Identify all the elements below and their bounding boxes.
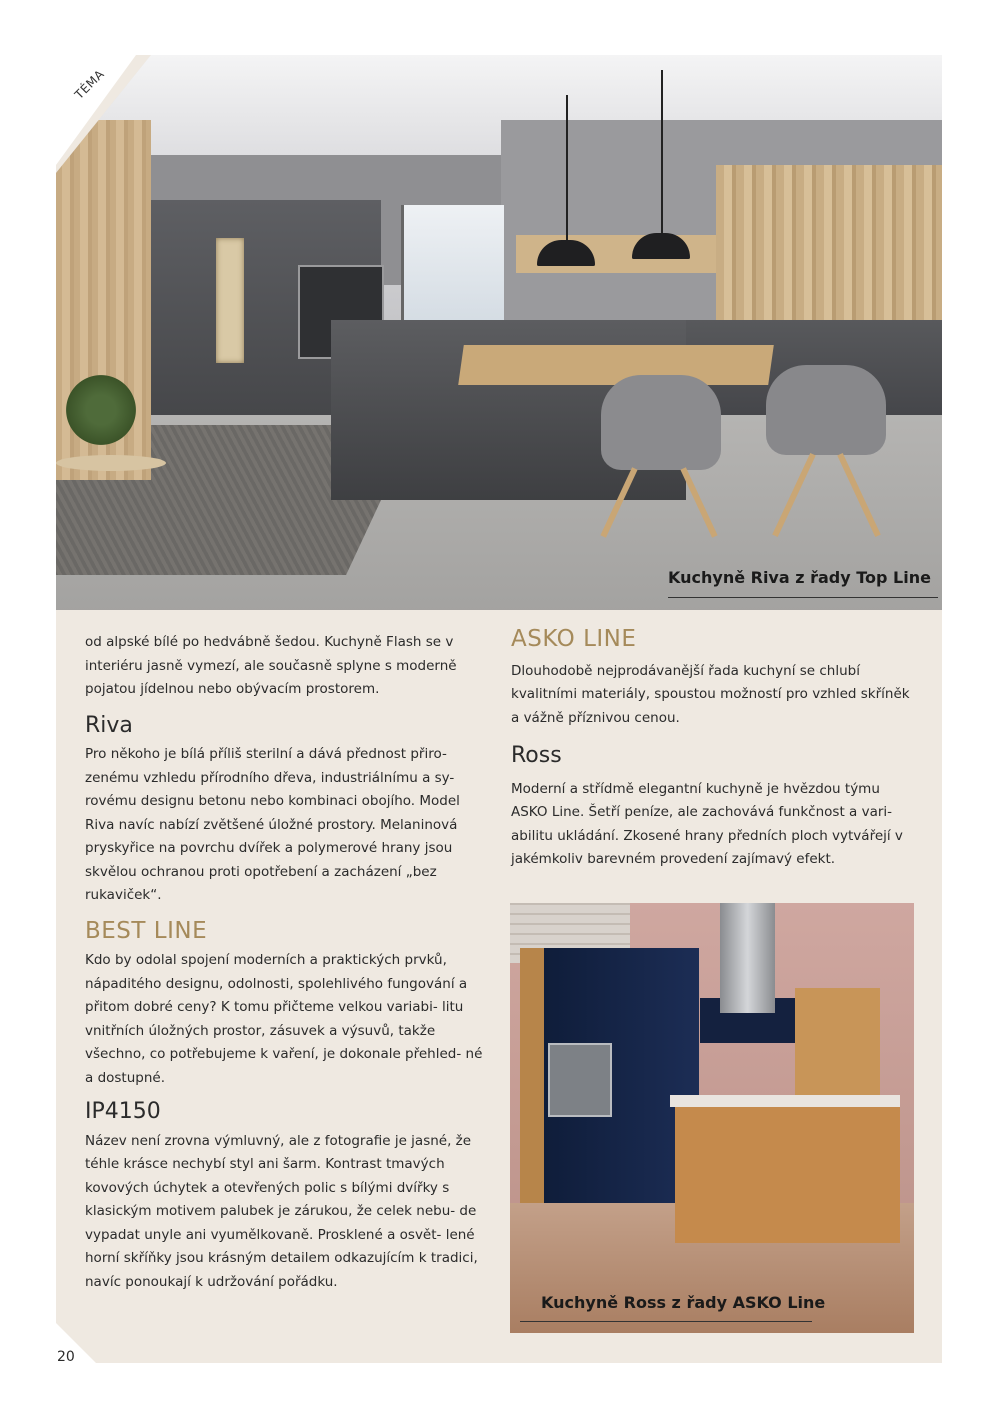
riva-paragraph: Pro někoho je bílá příliš sterilní a dává přednost přiro- zenému vzhledu přírodního dřeva, industriálnímu a sy- rovému designu betonu nebo kombinaci obojího. Model Riva navíc nabízí zvětšené úložné prostory. Melaninová pryskyřice na povrchu dvířek a polymerové hrany jsou skvělou ochranou proti opotřebení a zacházení „bez rukaviček“. xyxy=(85,746,460,903)
right-column xyxy=(511,628,916,872)
hero-caption-underline xyxy=(668,597,938,598)
ross-caption-underline xyxy=(520,1321,812,1322)
ip4150-heading: IP4150 xyxy=(85,1099,161,1124)
ross-photo-caption: Kuchyně Ross z řady ASKO Line xyxy=(541,1293,826,1312)
best-line-paragraph: Kdo by odolal spojení moderních a praktických prvků, nápaditého designu, odolnosti, spolehlivého fungování a přitom dobré ceny? K tomu přičteme velkou variabi- litu vnitřních úložných prostor, zásuvek a výsuvů, takže všechno, co potřebujeme k vaření, je dokonale přehled- né a dostupné. xyxy=(85,952,483,1086)
hero-photo-riva-kitchen xyxy=(56,55,942,610)
intro-paragraph: od alpské bílé po hedvábně šedou. Kuchyně Flash se v interiéru jasně vymezí, ale současně splyne s moderně pojatou jídelnou nebo obývacím prostorem. xyxy=(85,634,457,697)
best-line-heading: BEST LINE xyxy=(85,917,208,944)
asko-line-heading: ASKO LINE xyxy=(511,626,637,652)
ip4150-paragraph: Název není zrovna výmluvný, ale z fotografie je jasné, že téhle krásce nechybí styl ani šarm. Kontrast tmavých kovových úchytek a otevřených polic s bílými dvířky s klasickým motivem palubek je zárukou, že celek nebu- de vypadat unyle ani vyumělkovaně. Prosklené a osvět- lené horní skříňky jsou krásným detailem odkazujícím k tradici, navíc ponoukají k udržování pořádku. xyxy=(85,1132,478,1290)
asko-line-paragraph: Dlouhodobě nejprodávanější řada kuchyní se chlubí kvalitními materiály, spoustou možností pro vzhled skříněk a vážně příznivou cenou. xyxy=(511,662,910,726)
ross-kitchen-photo xyxy=(510,903,914,1333)
hero-caption: Kuchyně Riva z řady Top Line xyxy=(668,568,931,587)
ross-heading: Ross xyxy=(511,743,562,768)
riva-heading: Riva xyxy=(85,712,133,738)
section-tag: TÉMA xyxy=(72,66,107,102)
ross-paragraph: Moderní a střídmě elegantní kuchyně je hvězdou týmu ASKO Line. Šetří peníze, ale zachovává funkčnost a vari- abilitu ukládání. Zkosené hrany předních ploch vytvářejí v jakémkoliv barevném provedení zajímavý efekt. xyxy=(511,780,903,867)
page-number: 20 xyxy=(57,1349,75,1365)
left-column xyxy=(85,631,485,1294)
